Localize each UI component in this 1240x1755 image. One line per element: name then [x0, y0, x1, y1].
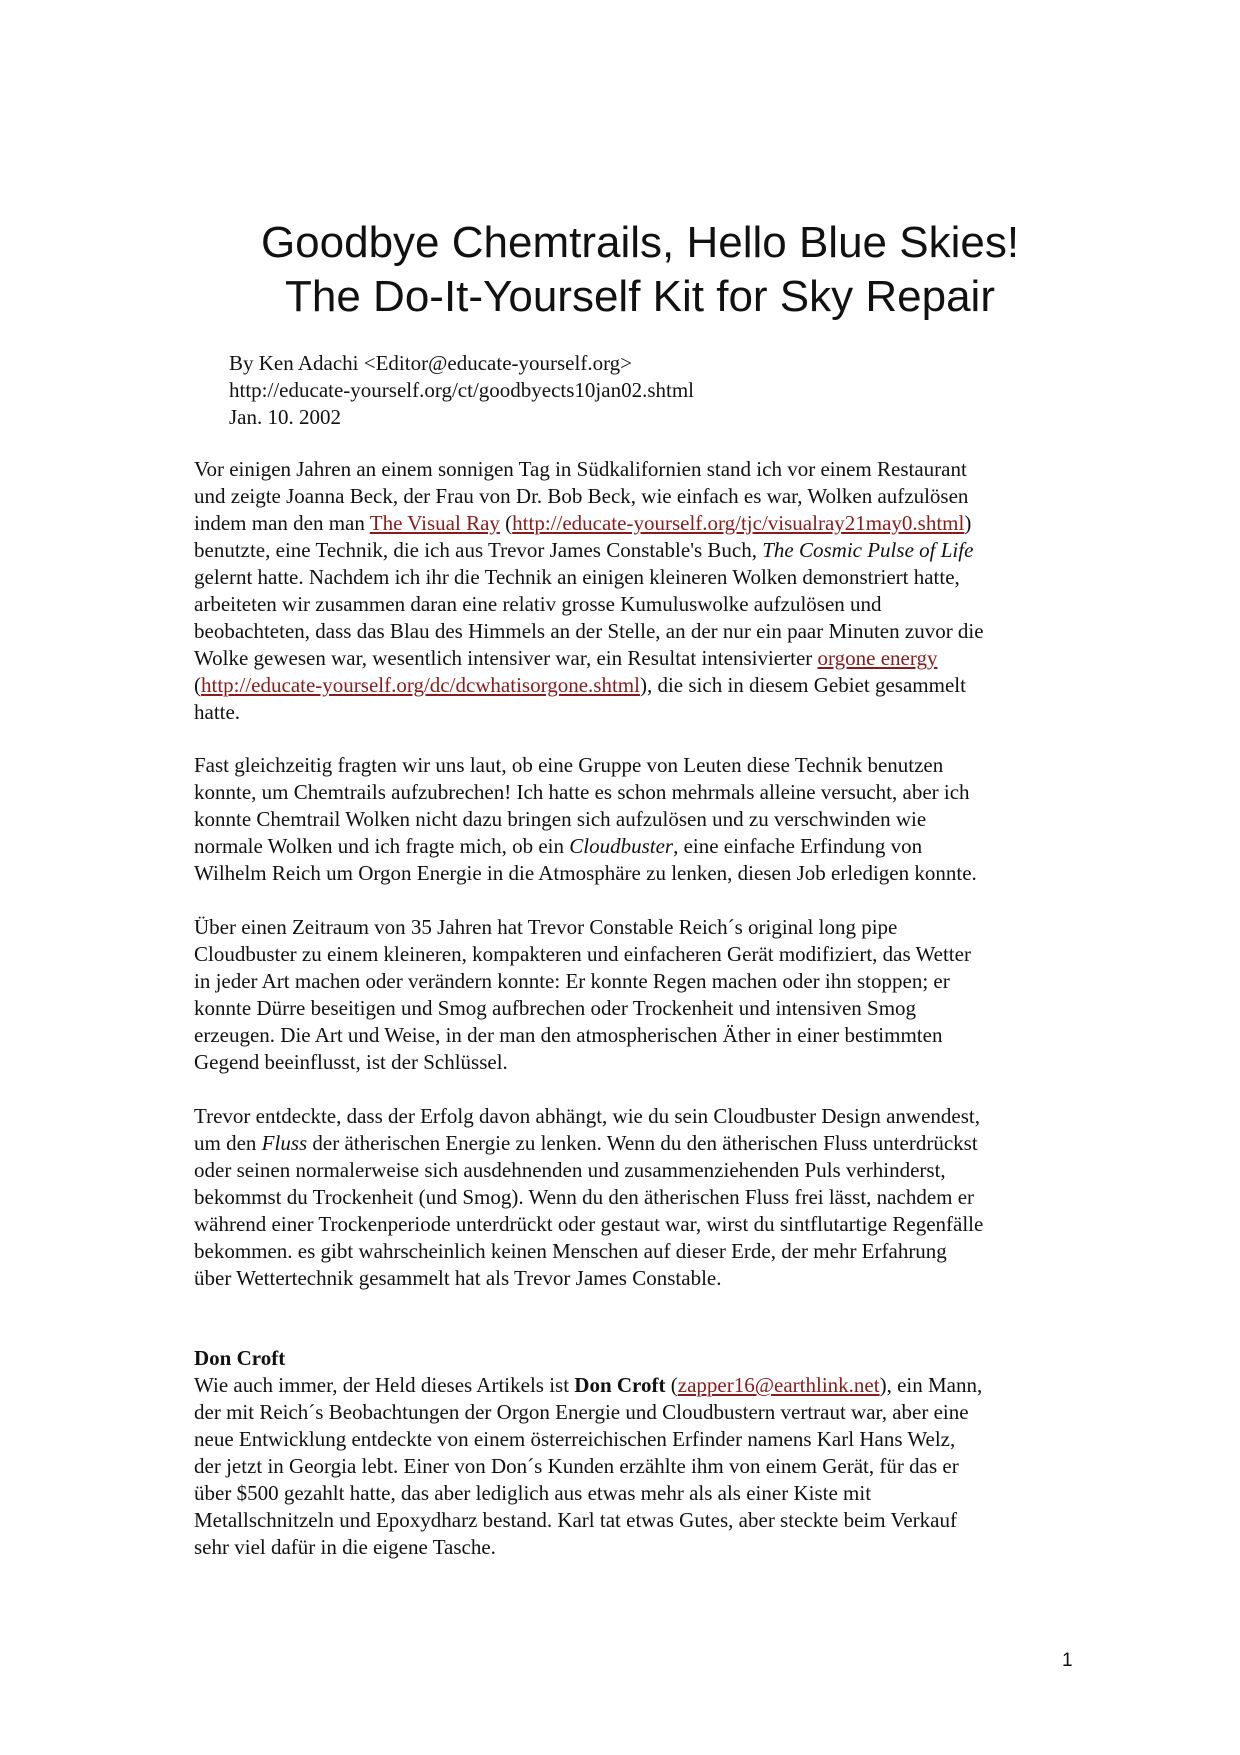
- text-line: über $500 gezahlt hatte, das aber lediglich aus etwas mehr als als einer Kiste mit: [194, 1481, 872, 1505]
- text-line: Cloudbuster zu einem kleineren, kompakteren und einfacheren Gerät modifiziert, das Wetter: [194, 942, 971, 966]
- visual-ray-link[interactable]: The Visual Ray: [369, 511, 500, 535]
- text-line: der mit Reich´s Beobachtungen der Orgon Energie und Cloudbustern vertraut war, aber eine: [194, 1400, 969, 1424]
- section-heading: Don Croft: [194, 1346, 286, 1370]
- paragraph-2: [194, 752, 1094, 887]
- text-line: während einer Trockenperiode unterdrückt oder gestaut war, wirst du sintflutartige Regenfälle: [194, 1212, 984, 1236]
- text-line: und zeigte Joanna Beck, der Frau von Dr. Bob Beck, wie einfach es war, Wolken aufzulösen: [194, 484, 969, 508]
- page-number: 1: [1062, 1650, 1073, 1671]
- text-line: Über einen Zeitraum von 35 Jahren hat Trevor Constable Reich´s original long pipe: [194, 915, 898, 939]
- text-line: in jeder Art machen oder verändern konnte: Er konnte Regen machen oder ihn stoppen; er: [194, 969, 950, 993]
- text-line: bekommen. es gibt wahrscheinlich keinen Menschen auf dieser Erde, der mehr Erfahrung: [194, 1239, 947, 1263]
- text-line: Wilhelm Reich um Orgon Energie in die Atmosphäre zu lenken, diesen Job erledigen konnte.: [194, 861, 977, 885]
- text-line: indem man den man The Visual Ray (http://educate-yourself.org/tjc/visualray21may0.shtml): [194, 511, 972, 535]
- document-title: [150, 216, 1130, 324]
- visual-ray-url-link[interactable]: http://educate-yourself.org/tjc/visualray21may0.shtml: [512, 511, 965, 535]
- author-line: By Ken Adachi <Editor@educate-yourself.org>: [229, 351, 633, 375]
- text-line: oder seinen normalerweise sich ausdehnenden und zusammenziehenden Puls verhinderst,: [194, 1158, 946, 1182]
- hero-name: Don Croft: [574, 1373, 666, 1397]
- text-line: Metallschnitzeln und Epoxydharz bestand. Karl tat etwas Gutes, aber steckte beim Verkauf: [194, 1508, 957, 1532]
- orgone-url-link[interactable]: http://educate-yourself.org/dc/dcwhatisorgone.shtml: [201, 673, 640, 697]
- text-line: Trevor entdeckte, dass der Erfolg davon abhängt, wie du sein Cloudbuster Design anwendest,: [194, 1104, 980, 1128]
- text-line: gelernt hatte. Nachdem ich ihr die Technik an einigen kleineren Wolken demonstriert hatte,: [194, 565, 960, 589]
- text-line: um den Fluss der ätherischen Energie zu lenken. Wenn du den ätherischen Fluss unterdrückst: [194, 1131, 978, 1155]
- text-line: Fast gleichzeitig fragten wir uns laut, ob eine Gruppe von Leuten diese Technik benutzen: [194, 753, 944, 777]
- text-line: bekommst du Trockenheit (und Smog). Wenn du den ätherischen Fluss frei lässt, nachdem er: [194, 1185, 975, 1209]
- text-line: Vor einigen Jahren an einem sonnigen Tag in Südkalifornien stand ich vor einem Restaurant: [194, 457, 967, 481]
- text-line: konnte, um Chemtrails aufzubrechen! Ich hatte es schon mehrmals alleine versucht, aber ich: [194, 780, 970, 804]
- source-url: http://educate-yourself.org/ct/goodbyects10jan02.shtml: [229, 378, 695, 402]
- text-line: sehr viel dafür in die eigene Tasche.: [194, 1535, 496, 1559]
- text-line: Wie auch immer, der Held dieses Artikels ist Don Croft (zapper16@earthlink.net), ein Mann,: [194, 1373, 983, 1397]
- book-title: The Cosmic Pulse of Life: [762, 538, 974, 562]
- paragraph-1: [194, 456, 1094, 726]
- text-line: benutzte, eine Technik, die ich aus Trevor James Constable's Buch, The Cosmic Pulse of Life: [194, 538, 974, 562]
- text-line: konnte Chemtrail Wolken nicht dazu bringen sich aufzulösen und zu verschwinden wie: [194, 807, 927, 831]
- fluss-term: Fluss: [261, 1131, 308, 1155]
- paragraph-4: [194, 1103, 1094, 1292]
- text-line: normale Wolken und ich fragte mich, ob ein Cloudbuster, eine einfache Erfindung von: [194, 834, 923, 858]
- date-line: Jan. 10. 2002: [229, 405, 341, 429]
- text-line: arbeiteten wir zusammen daran eine relativ grosse Kumuluswolke aufzulösen und: [194, 592, 882, 616]
- text-line: konnte Dürre beseitigen und Smog aufbrechen oder Trockenheit und intensiven Smog: [194, 996, 917, 1020]
- title-line-1: Goodbye Chemtrails, Hello Blue Skies!: [260, 218, 1020, 267]
- text-line: über Wettertechnik gesammelt hat als Trevor James Constable.: [194, 1266, 722, 1290]
- text-line: hatte.: [194, 700, 241, 724]
- text-line: neue Entwicklung entdeckte von einem österreichischen Erfinder namens Karl Hans Welz,: [194, 1427, 956, 1451]
- email-link[interactable]: zapper16@earthlink.net: [677, 1373, 880, 1397]
- title-line-2: The Do-It-Yourself Kit for Sky Repair: [285, 272, 995, 321]
- text-line: erzeugen. Die Art und Weise, in der man den atmospherischen Äther in einer bestimmten: [194, 1023, 943, 1047]
- text-line: beobachteten, dass das Blau des Himmels an der Stelle, an der nur ein paar Minuten zuvor die: [194, 619, 984, 643]
- text-line: (http://educate-yourself.org/dc/dcwhatisorgone.shtml), die sich in diesem Gebiet gesammelt: [194, 673, 966, 697]
- don-croft-section: [194, 1345, 1094, 1561]
- cloudbuster-term: Cloudbuster: [569, 834, 674, 858]
- paragraph-3: [194, 914, 1094, 1076]
- orgone-energy-link[interactable]: orgone energy: [817, 646, 938, 670]
- text-line: Wolke gewesen war, wesentlich intensiver war, ein Resultat intensivierter orgone energy: [194, 646, 938, 670]
- text-line: der jetzt in Georgia lebt. Einer von Don´s Kunden erzählte ihm von einem Gerät, für das er: [194, 1454, 959, 1478]
- byline: [229, 350, 694, 431]
- text-line: Gegend beeinflusst, ist der Schlüssel.: [194, 1050, 508, 1074]
